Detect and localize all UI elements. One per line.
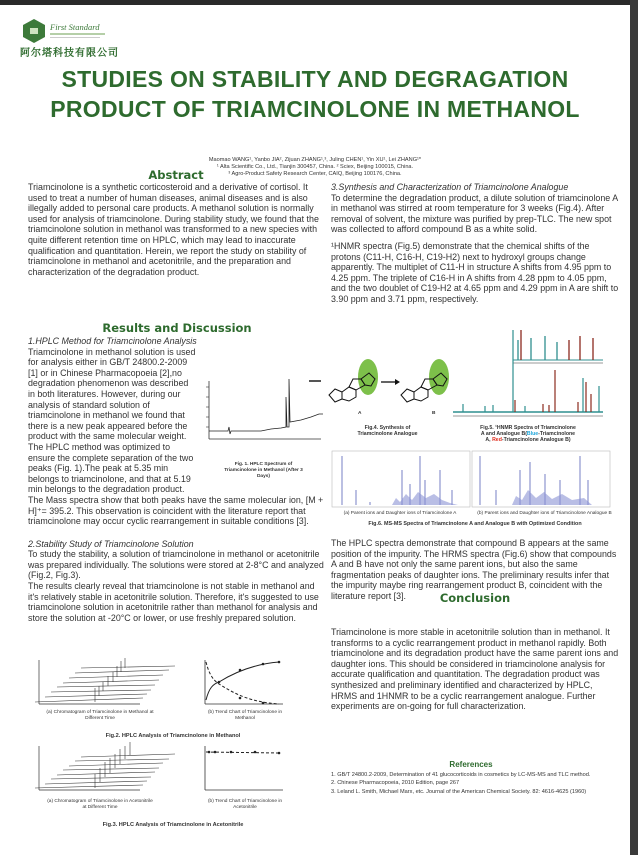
author-names: Maomao WANG¹, Yanbo JIA², Zijuan ZHANG¹,³, Juling CHEN¹, Yin XU¹, Lei ZHANG¹* [208,157,422,163]
title-line-1: STUDIES ON STABILITY AND DEGRAGATION [61,66,569,92]
arrow-icon [395,379,400,385]
fig3-caption: Fig.3. HPLC Analysis of Triamcinolone in Acetonitrile [102,822,244,828]
results-section [28,321,326,623]
fig6-ms-spectra [330,450,620,510]
fig6-caption: Fig.6. MS-MS Spectra of Triamcinolone A and Analogue B with Optimized Condition [368,521,582,527]
section-3-text-b: ¹HNMR spectra (Fig.5) demonstrate that the chemical shifts of the protons (C11-H, C16-H, C19-H2) next to hydroxyl groups change apparently. The multiplet of C11-H in structure A shifts from 4.95 ppm to 4.25 ppm. The triplete of C16-H in A shifts from 4.28 ppm to 4.05 ppm, and the two doublet of C19-H2 at 4.65 ppm and 4.29 ppm in A are shift to 3.90 ppm and 3.71 ppm, respectively. [331,240,619,304]
fig5-nmr-spectra [453,330,603,420]
results-heading: Results and Discussion [102,321,252,335]
section-1-title: 1.HPLC Method for Triamcinolone Analysis [28,336,197,346]
section-2-title: 2.Stability Study of Triamcinolone Solution [28,538,194,549]
fig3b-trend-chart [195,742,285,794]
compound-b-label: B [432,411,436,416]
section-3-text-c: The HPLC spectra demonstrate that compound B appears at the same position of the impurity. The HRMS spectra (Fig.6) show that compounds A and B have not only the same parent ions, but also the same fragmentation peaks of daughter ions. The preliminary results infer that the impurity maybe ring rearrangement product B, coincident with the literature report [3]. [331,538,617,601]
affiliation-2: ³ Agro-Product Safety Research Center, CAIQ, Beijing 100176, China. [228,171,402,177]
window-top-border [0,0,638,5]
fig2b-caption: (b) Trend Chart of Triamcinolone in Methanol [207,710,283,721]
section-1-text: Triamcinolone in methanol solution is used for analysis either in GB/T 24800.2-2009 [1] or in Chinese Pharmacopoeia [2],no degradation phenomenon was described in both literatures. However, during our analysis of standard solution of triamcinolone in methanol we found that there is a new peak appeared before the product with the same molecular weight. The HPLC method was optimized to ensure the complete separation of the two peaks (Fig. 1).The peak at 5.35 min belongs to triamcinolone, and that at 5.19 min belongs to the degradation product. The Mass spectra show that both peaks have the same molecular ion, [M + H]⁺= 395.2. This observation is coincident with the literature report that triamcinolone may occur cyclic rearrangement in suitable conditions [3]. [28,346,324,527]
reference-item: 3. Leland L. Smith, Michael Marx, etc. Journal of the American Chemical Society. 82: 4616-4625 (1960) [331,788,587,795]
abstract-heading: Abstract [148,168,204,182]
section-3-text-a: To determine the degradation product, a dilute solution of triamcinolone A in methanol was stirred at room temperature for 3 weeks (Fig.4). After removal of solvent, the mixture was purified by prep-TLC. The new spot was collected to afford compound B as a white solid. [331,192,618,235]
references-heading: References [449,760,493,769]
section-3-title: 3.Synthesis and Characterization of Triamcinolone Analogue [331,182,569,192]
conclusion-text: Triamcinolone is more stable in acetonitrile solution than in methanol. It transforms to a cyclic rearrangement product in methanol rapidly. Both triamcinolone and its degradation product have the same parent ions and daughter ions. This should be considered in triamcinolone analysis for accurate qualification and quantitation. The degradation product was synthesized and preliminary identified and characterized by HPLC, HRMS and 1HNMR to be a cyclic rearrangement analogue. Further experiments are on-going for full characterization. [331,627,619,712]
fig3a-caption: (a) Chromatogram of Triamcinolone in Acetonitrile at Different Time [47,799,153,810]
fig2b-trend-chart [195,658,285,708]
fig5-caption-blue: Blue [526,431,539,437]
fig1-caption: Fig. 1. HPLC Spectrum of Triamcinolone in Methanol (After 3 Days) [224,461,303,479]
fig6b-caption: (b) Parent ions and Daughter ions of Triamcinolone Analogue B [477,511,612,516]
abstract-text: Triamcinolone is a synthetic corticosteroid and a derivative of cortisol. It used to treat a number of human diseases, animal diseases and is also illegally added to personal care products. A methanol solution is normally used for analysis of triamcinolone. During stability study, we found that the triamcinolone solution in methanol was transformed to a new species with quite different retention time on HPLC, which may lead to inaccurate qualification and quantitation. Herein, we report the study on stability of triamcinolone in methanol and acetonitrile, and the preparation and characterization of the degradation product. [28,182,319,277]
poster-title [0,64,630,124]
fig3b-caption: (b) Trend Chart of Triamcinolone in Acetonitrile [207,799,283,810]
fig6a-caption: (a) Parent ions and Daughter ions of Triamcinolone A [343,511,457,516]
fig2a-caption: (a) Chromatogram of Triamcinolone in Methanol at Different Time [46,710,154,721]
fig4 [325,355,455,445]
fig5-caption-pre: Fig.5. ¹HNMR Spectra of Triamcinolone A and Analogue B( [480,425,576,437]
references-section [331,760,611,796]
logo [20,18,130,58]
section-2-text-b: The results clearly reveal that triamcinolone is not stable in methanol and it's relatively stable in acetonitrile solution. Therefore, it's suggested to use triamcinolone solution in acetonitrile rather than methanol for analysis and store the solution at -20°C or lower, or use freshly prepared solution. [28,581,319,623]
reference-item: 1. GB/T 24800.2-2009, Determination of 41 glucocorticoids in cosmetics by LC-MS-MS and TLC method. [331,772,591,778]
fig6 [330,450,620,530]
fig4-caption: Fig.4. Synthesis of Triamcinolone Analogue [357,425,418,437]
fig4-reaction-scheme [325,355,455,410]
conclusion-section [331,591,619,712]
fig5-caption-post: -Triamcinolone Analogue B) [501,437,571,443]
fig3 [25,742,283,820]
window-right-border [630,0,638,855]
fig5-caption-red: Red [492,437,502,443]
reference-item: 2. Chinese Pharmacopoeia, 2010 Edition, page 267 [331,780,460,787]
title-line-2: PRODUCT OF TRIAMCINOLONE IN METHANOL [50,96,580,122]
logo-brand: First Standard [50,22,100,32]
logo-hexagon-icon [23,19,45,43]
fig5-caption-mid: -Triamcinolone A, [485,431,576,443]
section-2-text-a: To study the stability, a solution of triamcinolone in methanol or acetonitrile was prepared individually. The solutions were stored at 2-8°C and analyzed (Fig.2, Fig.3). [28,549,324,581]
conclusion-heading: Conclusion [439,591,511,605]
compound-a-label: A [358,411,362,416]
affiliation-1: ¹ Alta Scientific Co., Ltd., Tianjin 300457, China. ² Sciex, Beijing 100015, China. [216,164,414,170]
fig5 [453,330,603,450]
fig1 [201,377,326,487]
abstract-section [28,168,324,277]
fig2 [25,658,283,728]
logo-company-name: 阿尔塔科技有限公司 [20,48,119,59]
fig2-caption: Fig.2. HPLC Analysis of Triamcinolone in Methanol [105,733,241,739]
fig5-caption [453,425,603,443]
section-3 [331,182,619,305]
fig1-hplc-chart [201,377,326,457]
